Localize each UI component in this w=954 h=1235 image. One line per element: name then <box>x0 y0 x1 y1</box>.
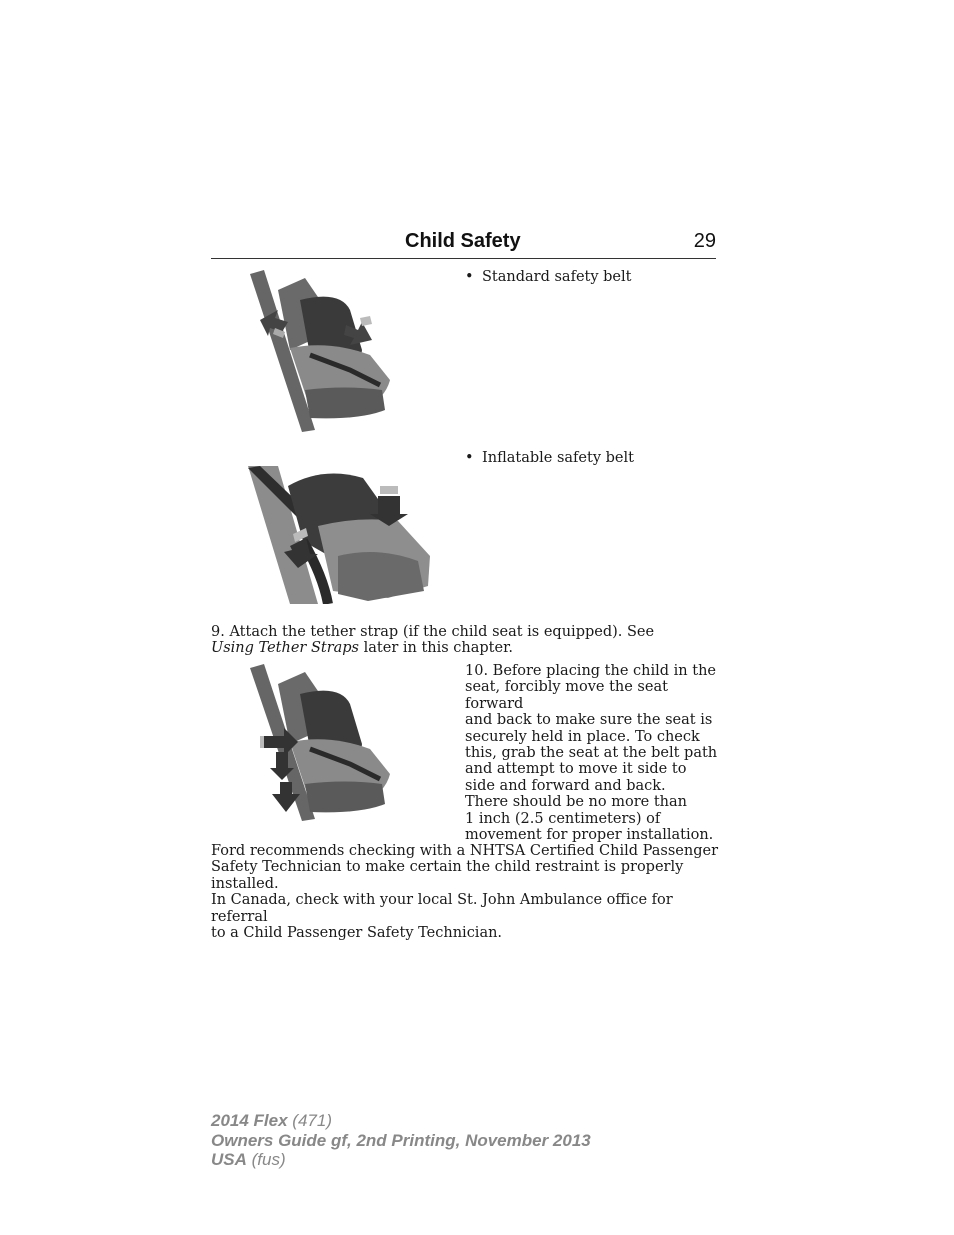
step-10-line: securely held in place. To check <box>465 728 700 745</box>
footer-model: 2014 Flex <box>211 1111 288 1130</box>
note-line: to a Child Passenger Safety Technician. <box>211 925 503 942</box>
step-10-line: movement for proper installation. <box>465 827 714 844</box>
step-9-text: 9. Attach the tether strap (if the child seat is equipped). See <box>211 624 655 640</box>
bullet-text: Standard safety belt <box>482 269 632 285</box>
footer-guide-line <box>211 1131 591 1151</box>
bullet-inflatable-belt <box>465 450 634 467</box>
technician-note-paragraph <box>211 843 731 941</box>
footer-model-line <box>211 1111 591 1131</box>
step-9-paragraph <box>211 624 691 657</box>
footer-region-line <box>211 1150 591 1170</box>
bullet-marker: • <box>465 450 474 466</box>
step-9-text-end: later in this chapter. <box>359 640 514 657</box>
child-seat-inflatable-belt-illustration <box>248 466 433 604</box>
child-seat-movement-check-illustration <box>250 664 395 824</box>
step-10-line: and attempt to move it side to <box>465 761 687 778</box>
bullet-text: Inflatable safety belt <box>482 450 634 466</box>
footer-model-code: (471) <box>292 1111 332 1130</box>
child-seat-standard-belt-illustration <box>250 270 395 435</box>
step-10-line: 10. Before placing the child in the <box>465 663 716 679</box>
step-10-line: side and forward and back. <box>465 777 666 794</box>
footer-region-code: (fus) <box>251 1150 286 1169</box>
step-10-line: and back to make sure the seat is <box>465 712 713 729</box>
note-line: Ford recommends checking with a NHTSA Certified Child Passenger <box>211 843 719 859</box>
footer-guide: Owners Guide gf, 2nd Printing, November 2013 <box>211 1130 591 1150</box>
bullet-marker: • <box>465 269 474 285</box>
step-10-line: seat, forcibly move the seat forward <box>465 679 668 712</box>
note-line: In Canada, check with your local St. John Ambulance office for referral <box>211 892 673 925</box>
page-header <box>211 228 716 259</box>
step-10-line: 1 inch (2.5 centimeters) of <box>465 810 661 827</box>
step-9-reference: Using Tether Straps <box>211 640 360 657</box>
page-number: 29 <box>693 230 716 252</box>
step-10-paragraph <box>465 663 720 843</box>
section-title: Child Safety <box>405 230 521 252</box>
note-line: Safety Technician to make certain the child restraint is properly installed. <box>211 859 684 892</box>
step-10-line: There should be no more than <box>465 794 687 811</box>
step-10-line: this, grab the seat at the belt path <box>465 745 718 762</box>
page-footer <box>211 1111 591 1170</box>
footer-region: USA <box>211 1150 247 1169</box>
bullet-standard-belt <box>465 269 631 286</box>
